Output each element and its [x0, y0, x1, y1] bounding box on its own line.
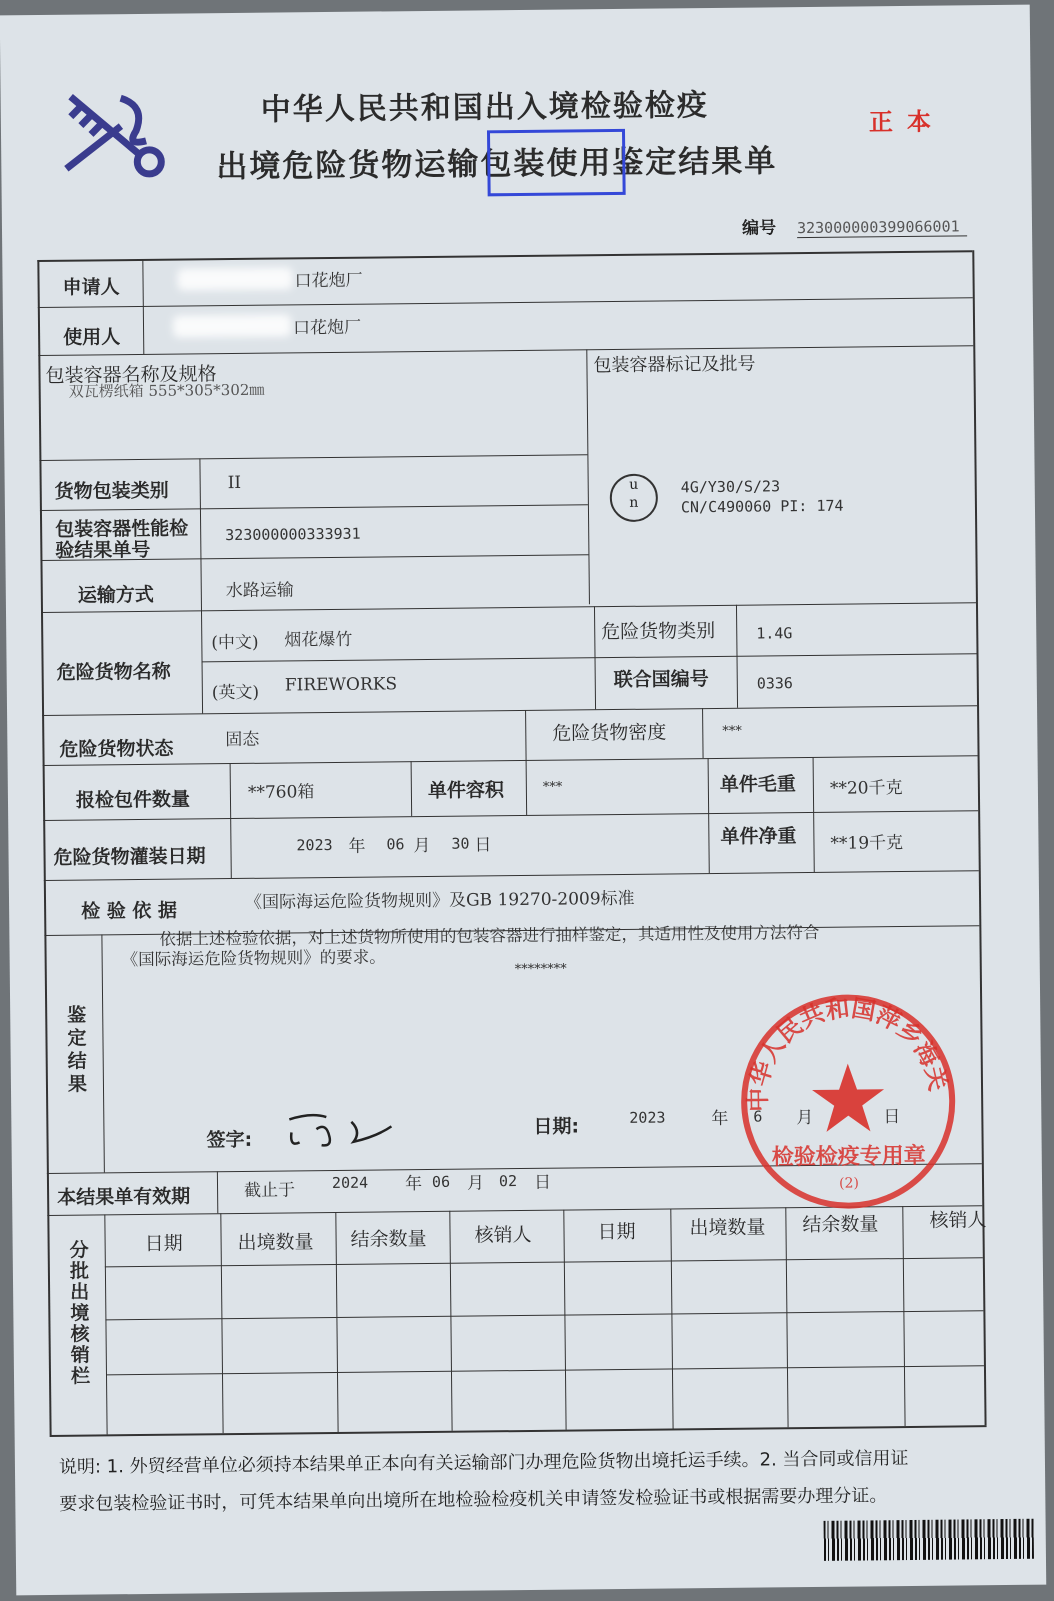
batch-header-date-1: 日期 — [144, 1232, 183, 1255]
container-name-value: 双瓦楞纸箱 555*305*302㎜ — [68, 380, 265, 401]
dangerous-class-label: 危险货物类别 — [601, 619, 716, 644]
result-date-month-unit: 月 — [796, 1107, 814, 1129]
container-marks-line2: CN/C490060 PI: 174 — [680, 496, 844, 517]
original-copy-mark: 正本 — [868, 106, 946, 137]
unit-volume-value: *** — [542, 779, 563, 795]
result-date-year: 2023 — [629, 1108, 666, 1127]
seal-bottom-text: 检验检疫专用章 — [771, 1143, 926, 1171]
result-date-month: 6 — [753, 1107, 763, 1126]
validity-prefix: 截止于 — [243, 1180, 296, 1201]
inspection-basis-label: 检 验 依 据 — [81, 899, 178, 923]
certificate-paper — [0, 5, 1046, 1596]
dangerous-state-value: 固态 — [225, 729, 260, 751]
validity-month: 06 — [431, 1172, 451, 1191]
result-text-line1: 依据上述检验依据，对上述货物所使用的包装容器进行抽样鉴定，其适用性及使用方法符合 — [159, 922, 820, 949]
transport-label: 运输方式 — [77, 583, 154, 607]
gross-weight-value: **20千克 — [829, 778, 903, 799]
signature-label: 签字: — [206, 1128, 253, 1152]
validity-day-unit: 日 — [533, 1172, 552, 1193]
batch-header-date-2: 日期 — [597, 1220, 636, 1244]
fill-date-month-unit: 月 — [413, 835, 431, 857]
user-label: 使用人 — [63, 326, 121, 349]
batch-header-exit-qty-2: 出境数量 — [689, 1216, 766, 1240]
fill-date-year-unit: 年 — [348, 836, 366, 857]
document-title-line1: 中华人民共和国出入境检验检疫 — [260, 88, 709, 128]
result-date-year-unit: 年 — [711, 1108, 729, 1130]
result-stars: ******** — [514, 961, 567, 978]
un-number-value: 0336 — [756, 674, 794, 693]
result-label: 鉴定结果 — [64, 1004, 88, 1097]
package-count-value: **760箱 — [247, 782, 315, 803]
validity-day: 02 — [498, 1172, 518, 1191]
form-table — [0, 5, 1030, 16]
handwritten-signature — [281, 1106, 401, 1152]
applicant-label: 申请人 — [62, 276, 120, 299]
validity-year: 2024 — [331, 1173, 369, 1193]
package-count-label: 报检包件数量 — [75, 788, 191, 812]
package-category-label: 货物包装类别 — [54, 479, 169, 503]
seal-ring-text: 中华人民共和国萍乡海关 — [743, 993, 953, 1113]
inspection-basis-value: 《国际海运危险货物规则》及GB 19270-2009标准 — [244, 888, 635, 913]
net-weight-label: 单件净重 — [720, 825, 797, 848]
un-packaging-symbol — [610, 474, 659, 523]
package-category-value: II — [227, 472, 242, 494]
result-date-label: 日期: — [533, 1115, 580, 1138]
serial-number-value: 323000000399066001 — [797, 217, 967, 238]
un-symbol-top: u — [629, 476, 639, 493]
notes-line1: 说明: 1. 外贸经营单位必须持本结果单正本向有关运输部门办理危险货物出境托运手续。2. 当合同或信用证 — [58, 1447, 909, 1478]
gross-weight-label: 单件毛重 — [719, 773, 796, 796]
container-name-label: 包装容器名称及规格 — [45, 363, 217, 387]
performance-result-value: 323000000333931 — [225, 524, 361, 545]
dangerous-density-value: *** — [722, 723, 742, 739]
validity-label: 本结果单有效期 — [57, 1185, 191, 1209]
dangerous-en-prefix: (英文) — [211, 682, 260, 704]
notes-line2: 要求包装检验证书时，可凭本结果单向出境所在地检验检疫机关申请签发检验证书或根据需要办理分证。 — [59, 1485, 888, 1515]
barcode — [824, 1519, 1034, 1561]
dangerous-cn-prefix: (中文) — [211, 632, 259, 654]
result-date-day-unit: 日 — [883, 1107, 901, 1128]
dangerous-class-value: 1.4G — [756, 624, 793, 643]
un-number-label: 联合国编号 — [613, 668, 709, 692]
net-weight-value: **19千克 — [830, 833, 904, 854]
dangerous-en-value: FIREWORKS — [284, 674, 398, 696]
fill-date-label: 危险货物灌装日期 — [53, 845, 206, 869]
fill-date-year: 2023 — [296, 835, 333, 855]
fill-date-day: 30 — [451, 834, 470, 853]
unit-volume-label: 单件容积 — [427, 779, 505, 802]
user-value: 口花炮厂 — [292, 317, 362, 339]
document-title-line2: 出境危险货物运输包装使用鉴定结果单 — [216, 143, 778, 186]
result-text-line2: 《国际海运危险货物规则》的要求。 — [121, 947, 386, 970]
batch-section-label: 分批出境核销栏 — [66, 1239, 91, 1387]
dangerous-cn-value: 烟花爆竹 — [284, 629, 353, 651]
seal-code: (2) — [839, 1175, 860, 1192]
dangerous-density-label: 危险货物密度 — [552, 721, 667, 745]
official-seal — [737, 990, 959, 1212]
batch-header-balance-1: 结余数量 — [350, 1228, 427, 1251]
dangerous-state-label: 危险货物状态 — [59, 737, 174, 761]
redaction-user — [173, 314, 291, 337]
batch-header-balance-2: 结余数量 — [802, 1213, 879, 1237]
container-marks-label: 包装容器标记及批号 — [593, 353, 756, 377]
un-symbol-bottom: n — [629, 494, 639, 511]
transport-value: 水路运输 — [225, 580, 294, 602]
batch-header-exit-qty-1: 出境数量 — [237, 1231, 314, 1255]
highlight-box — [487, 129, 626, 196]
ciq-emblem-icon — [61, 86, 172, 182]
container-marks-line1: 4G/Y30/S/23 — [680, 477, 781, 497]
fill-date-day-unit: 日 — [474, 835, 492, 856]
performance-result-label: 包装容器性能检验结果单号 — [55, 517, 189, 562]
applicant-value: 口花炮厂 — [294, 270, 363, 292]
batch-header-verifier-2: 核销人 — [929, 1209, 987, 1232]
dangerous-name-label: 危险货物名称 — [56, 660, 171, 684]
validity-month-unit: 月 — [466, 1173, 485, 1194]
batch-header-verifier-1: 核销人 — [474, 1223, 532, 1247]
redaction-applicant — [177, 267, 292, 290]
validity-year-unit: 年 — [404, 1174, 423, 1195]
fill-date-month: 06 — [386, 835, 405, 854]
serial-number-label: 编号 — [741, 218, 777, 239]
